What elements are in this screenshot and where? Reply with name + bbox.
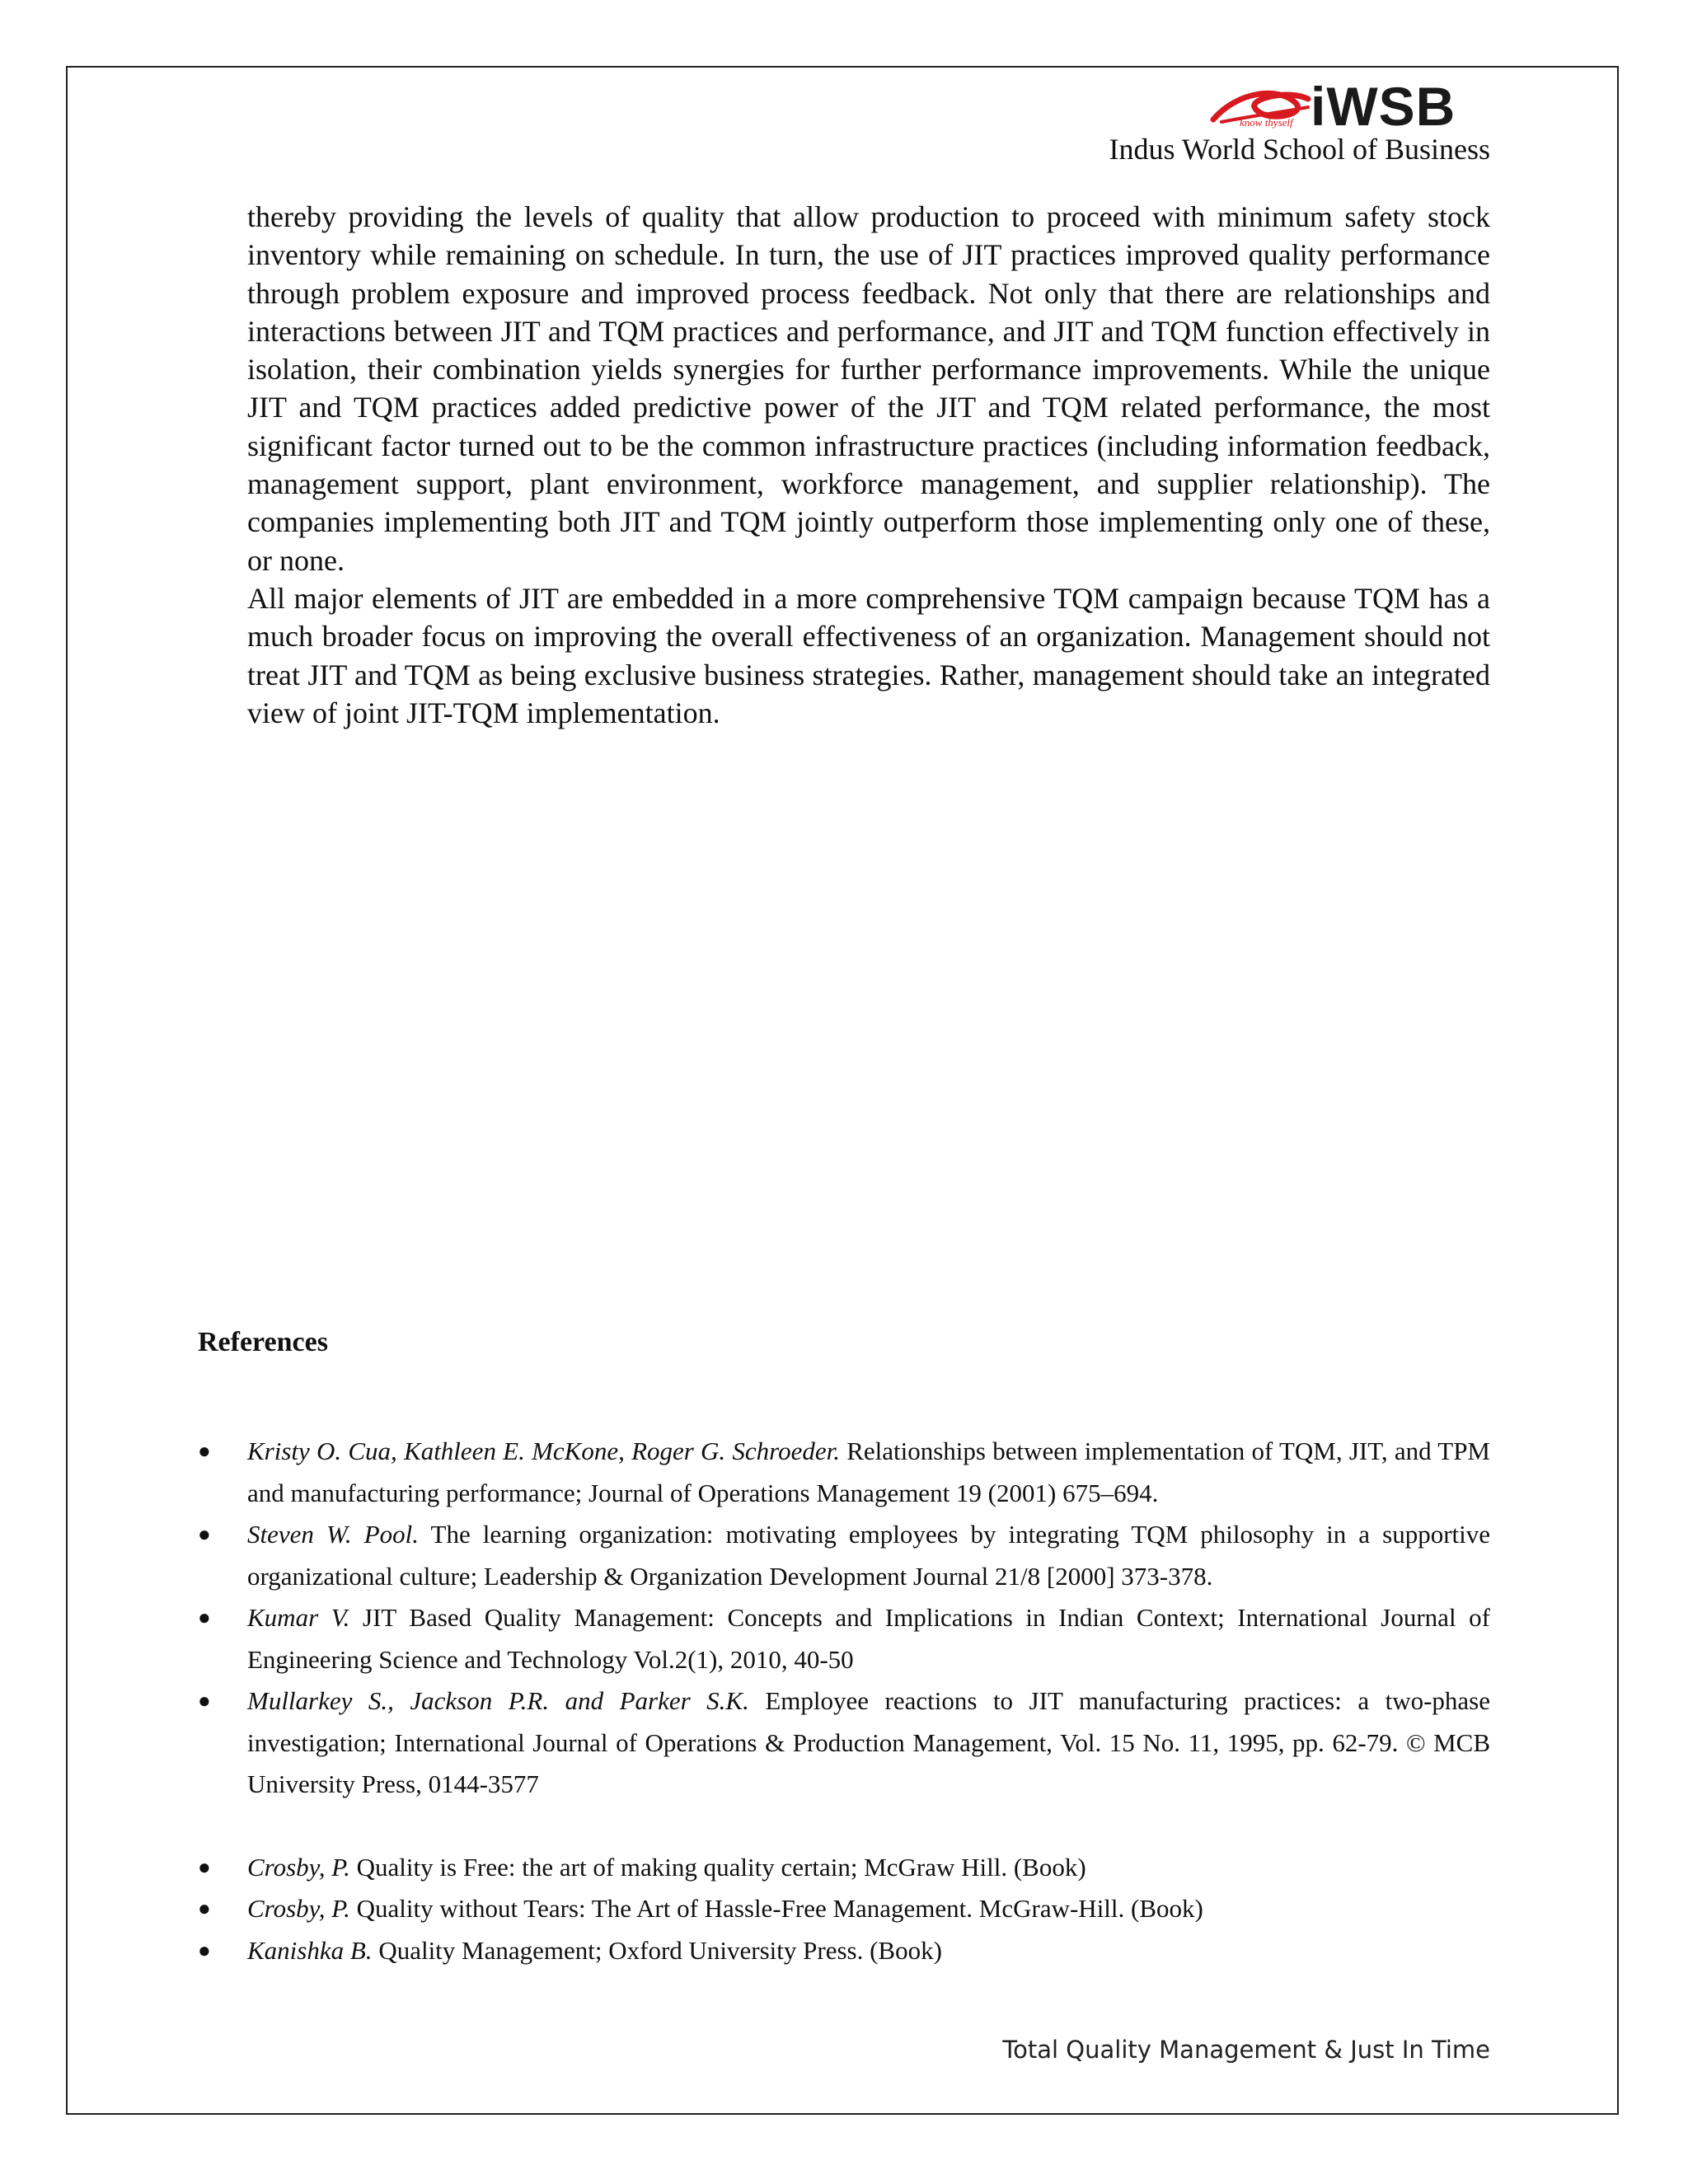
bullet-icon: ● <box>198 1439 211 1463</box>
bullet-icon: ● <box>198 1896 211 1920</box>
references-heading: References <box>198 1327 328 1357</box>
reference-text: Employee reactions to JIT manufacturing practices: a two-phase investigation; International Journal of Operations & Production Management, Vol. 15 No. 11, 1995, pp. 62-79. © MCB University Press, 0144-3577 <box>247 1686 1491 1798</box>
references-list <box>198 1431 1490 1971</box>
reference-authors: Kristy O. Cua, Kathleen E. McKone, Roger G. Schroeder. <box>247 1436 840 1465</box>
reference-item <box>198 1431 1490 1514</box>
body-text <box>247 198 1490 732</box>
logo-text: iWSB <box>1311 76 1456 137</box>
bullet-icon: ● <box>198 1938 211 1962</box>
reference-text: The learning organization: motivating employees by integrating TQM philosophy in a supportive organizational culture; Leadership & Organization Development Journal 21/8 [2000] 373-378. <box>247 1520 1490 1591</box>
reference-item <box>198 1847 1490 1889</box>
reference-text: JIT Based Quality Management: Concepts and Implications in Indian Context; International Journal of Engineering Science and Technology Vol.2(1), 2010, 40-50 <box>247 1603 1490 1674</box>
reference-item <box>198 1597 1490 1680</box>
reference-authors: Steven W. Pool. <box>247 1520 420 1549</box>
bullet-icon: ● <box>198 1522 211 1546</box>
bullet-icon: ● <box>198 1605 211 1629</box>
reference-item <box>198 1930 1490 1972</box>
reference-authors: Kumar V. <box>247 1603 350 1632</box>
logo-tagline: know thyself <box>1240 116 1293 129</box>
body-paragraph-2: All major elements of JIT are embedded in a more comprehensive TQM campaign because TQM has a much broader focus on improving the overall effectiveness of an organization. Management should not treat JIT and TQM as being exclusive business strategies. Rather, management should take an integrated view of joint JIT-TQM implementation. <box>247 581 1490 729</box>
bullet-icon: ● <box>198 1689 211 1713</box>
reference-text: Quality is Free: the art of making quality certain; McGraw Hill. (Book) <box>349 1852 1086 1882</box>
reference-authors: Crosby, P. <box>247 1894 350 1923</box>
school-name: Indus World School of Business <box>1109 133 1490 166</box>
reference-item <box>198 1680 1490 1806</box>
reference-authors: Crosby, P. <box>247 1852 350 1882</box>
reference-text: Relationships between implementation of TQM, JIT, and TPM and manufacturing performance; Journal of Operations Management 19 (2001) 675–694. <box>247 1436 1490 1507</box>
body-paragraph-1: thereby providing the levels of quality that allow production to proceed with minimum safety stock inventory while remaining on schedule. In turn, the use of JIT practices improved quality performance through problem exposure and improved process feedback. Not only that there are relationships and interactions between JIT and TQM practices and performance, and JIT and TQM function effectively in isolation, their combination yields synergies for further performance improvements. While the unique JIT and TQM practices added predictive power of the JIT and TQM related performance, the most significant factor turned out to be the common infrastructure practices (including information feedback, management support, plant environment, workforce management, and supplier relationship). The companies implementing both JIT and TQM jointly outperform those implementing only one of these, or none. <box>247 200 1490 577</box>
reference-gap <box>198 1806 1490 1847</box>
reference-authors: Kanishka B. <box>247 1935 373 1965</box>
page-footer: Total Quality Management & Just In Time <box>1002 2036 1490 2064</box>
reference-text: Quality Management; Oxford University Press. (Book) <box>372 1935 942 1965</box>
reference-text: Quality without Tears: The Art of Hassle-Free Management. McGraw-Hill. (Book) <box>349 1894 1203 1923</box>
reference-authors: Mullarkey S., Jackson P.R. and Parker S.K. <box>247 1686 749 1715</box>
bullet-icon: ● <box>198 1854 211 1879</box>
reference-item <box>198 1514 1490 1597</box>
reference-item <box>198 1888 1490 1930</box>
